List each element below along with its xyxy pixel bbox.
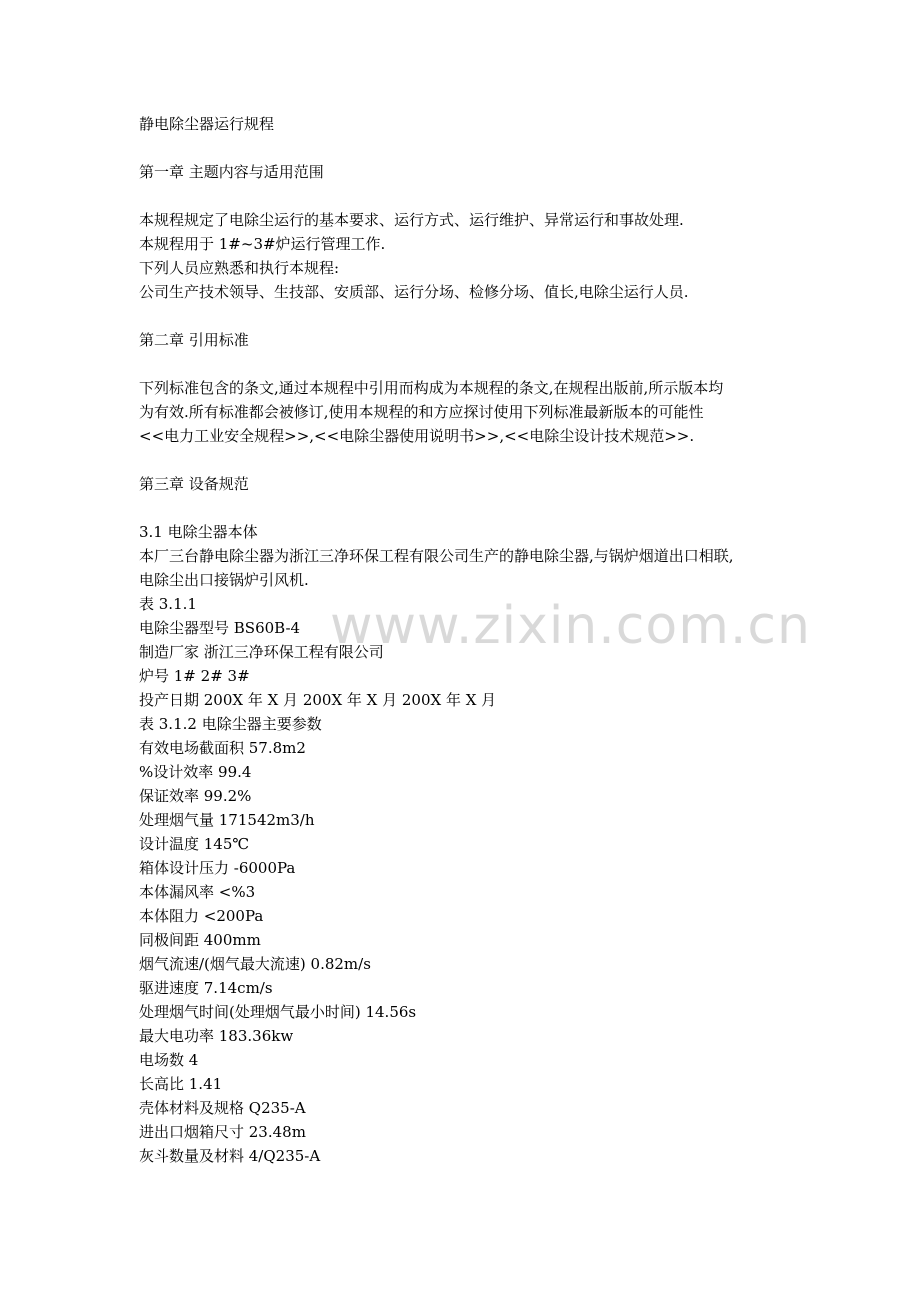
- spec-line: 处理烟气时间(处理烟气最小时间) 14.56s: [139, 1003, 417, 1021]
- document-title: 静电除尘器运行规程: [139, 115, 275, 133]
- watermark: www.zixin.com.cn: [330, 596, 811, 656]
- chapter-1-line: 下列人员应熟悉和执行本规程:: [139, 259, 340, 277]
- spec-line: 设计温度 145℃: [139, 835, 250, 853]
- chapter-2-line: <<电力工业安全规程>>,<<电除尘器使用说明书>>,<<电除尘设计技术规范>>.: [139, 427, 695, 445]
- table-caption: 表 3.1.1: [139, 595, 197, 613]
- spec-line: 灰斗数量及材料 4/Q235-A: [139, 1147, 321, 1165]
- chapter-1-heading: 第一章 主题内容与适用范围: [139, 163, 324, 181]
- chapter-3-line: 本厂三台静电除尘器为浙江三净环保工程有限公司生产的静电除尘器,与锅炉烟道出口相联,: [139, 547, 734, 565]
- chapter-1-line: 公司生产技术领导、生技部、安质部、运行分场、检修分场、值长,电除尘运行人员.: [139, 283, 689, 301]
- spec-line: 箱体设计压力 -6000Pa: [139, 859, 296, 877]
- spec-line: 烟气流速/(烟气最大流速) 0.82m/s: [139, 955, 371, 973]
- spec-line: 最大电功率 183.36kw: [139, 1027, 294, 1045]
- spec-line: 进出口烟箱尺寸 23.48m: [139, 1123, 306, 1141]
- spec-line: 有效电场截面积 57.8m2: [139, 739, 306, 757]
- table-caption: 表 3.1.2 电除尘器主要参数: [139, 715, 322, 733]
- chapter-1-line: 本规程用于 1#~3#炉运行管理工作.: [139, 235, 386, 253]
- spec-line: 长高比 1.41: [139, 1075, 223, 1093]
- spec-line: 处理烟气量 171542m3/h: [139, 811, 315, 829]
- chapter-2-line: 为有效.所有标准都会被修订,使用本规程的和方应探讨使用下列标准最新版本的可能性: [139, 403, 704, 421]
- chapter-2-line: 下列标准包含的条文,通过本规程中引用而构成为本规程的条文,在规程出版前,所示版本均: [139, 379, 724, 397]
- section-heading: 3.1 电除尘器本体: [139, 523, 258, 541]
- chapter-3-heading: 第三章 设备规范: [139, 475, 249, 493]
- chapter-2-heading: 第二章 引用标准: [139, 331, 249, 349]
- spec-line: 同极间距 400mm: [139, 931, 261, 949]
- chapter-1-line: 本规程规定了电除尘运行的基本要求、运行方式、运行维护、异常运行和事故处理.: [139, 211, 684, 229]
- spec-line: 电场数 4: [139, 1051, 199, 1069]
- chapter-3-line: 电除尘出口接锅炉引风机.: [139, 571, 309, 589]
- spec-line: 保证效率 99.2%: [139, 787, 252, 805]
- spec-line: 炉号 1# 2# 3#: [139, 667, 250, 685]
- spec-line: 电除尘器型号 BS60B-4: [139, 619, 301, 637]
- spec-line: 本体阻力 <200Pa: [139, 907, 264, 925]
- spec-line: %设计效率 99.4: [139, 763, 252, 781]
- spec-line: 壳体材料及规格 Q235-A: [139, 1099, 306, 1117]
- spec-line: 制造厂家 浙江三净环保工程有限公司: [139, 643, 384, 661]
- spec-line: 本体漏风率 <%3: [139, 883, 256, 901]
- spec-line: 驱进速度 7.14cm/s: [139, 979, 273, 997]
- spec-line: 投产日期 200X 年 X 月 200X 年 X 月 200X 年 X 月: [139, 691, 497, 709]
